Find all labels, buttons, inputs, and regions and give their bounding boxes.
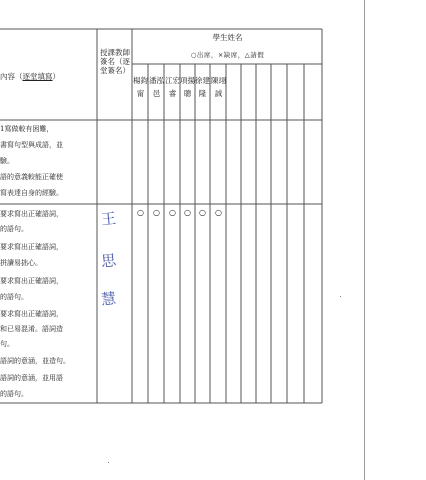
content-header-prefix: 內容（ xyxy=(0,72,23,81)
attendance-mark: ○ xyxy=(199,208,206,217)
content-line: 拼讀易拙心。 xyxy=(0,259,42,267)
scan-speck xyxy=(108,462,109,463)
content-line: 的語句。 xyxy=(0,225,28,233)
content-line: 的語句。 xyxy=(0,293,28,301)
content-column-header xyxy=(0,71,60,82)
student-name: 項揚聰 xyxy=(180,76,195,98)
attendance-mark: ○ xyxy=(153,208,160,217)
content-line: 的語句。 xyxy=(0,390,28,398)
student-name: 潘泓邑 xyxy=(149,76,164,98)
student-name: 陳翊誠 xyxy=(211,76,226,98)
teacher-signature-header: 授課教師簽名（逐堂簽名） xyxy=(100,48,130,75)
content-line: 要求寫出正確語詞， xyxy=(0,310,63,318)
students-header: 學生姓名 xyxy=(212,33,243,42)
teacher-signature-char: 思 xyxy=(100,251,117,271)
content-line: 要求寫出正確語詞， xyxy=(0,243,63,251)
content-line: 句。 xyxy=(0,340,14,348)
attendance-legend: ○出席，×缺席，△請假 xyxy=(190,51,265,59)
content-line: 語的意義較能正確使 xyxy=(0,173,63,181)
teacher-signature-char: 王 xyxy=(100,209,117,229)
scan-speck xyxy=(340,296,341,297)
attendance-mark: ○ xyxy=(169,208,176,217)
attendance-mark: ○ xyxy=(184,208,191,217)
content-line: 寫表達自身的經驗。 xyxy=(0,189,63,197)
content-line: 語詞的意涵，並造句。 xyxy=(0,357,70,365)
page-edge-line xyxy=(364,0,365,480)
content-header-link-text: 逐堂填寫 xyxy=(22,72,53,81)
content-line: 要求寫出正確語詞， xyxy=(0,210,63,218)
content-line: 1寫做較有困難， xyxy=(0,125,54,133)
attendance-mark: ○ xyxy=(215,208,222,217)
content-line: 書寫句型與成語，並 xyxy=(0,141,63,149)
content-line: 語詞的意涵，並用語 xyxy=(0,374,63,382)
student-name: 徐建隆 xyxy=(195,76,210,98)
content-line: 驗。 xyxy=(0,157,14,165)
content-line: 和已易混淆。語詞造 xyxy=(0,325,63,333)
attendance-mark: ○ xyxy=(137,208,144,217)
student-name: 江宏睿 xyxy=(165,76,180,98)
teacher-signature-char: 慧 xyxy=(100,289,117,309)
student-name: 楊鈞甯 xyxy=(133,76,148,98)
content-line: 要求寫出正確語詞， xyxy=(0,277,63,285)
content-header-suffix: ） xyxy=(52,72,60,81)
